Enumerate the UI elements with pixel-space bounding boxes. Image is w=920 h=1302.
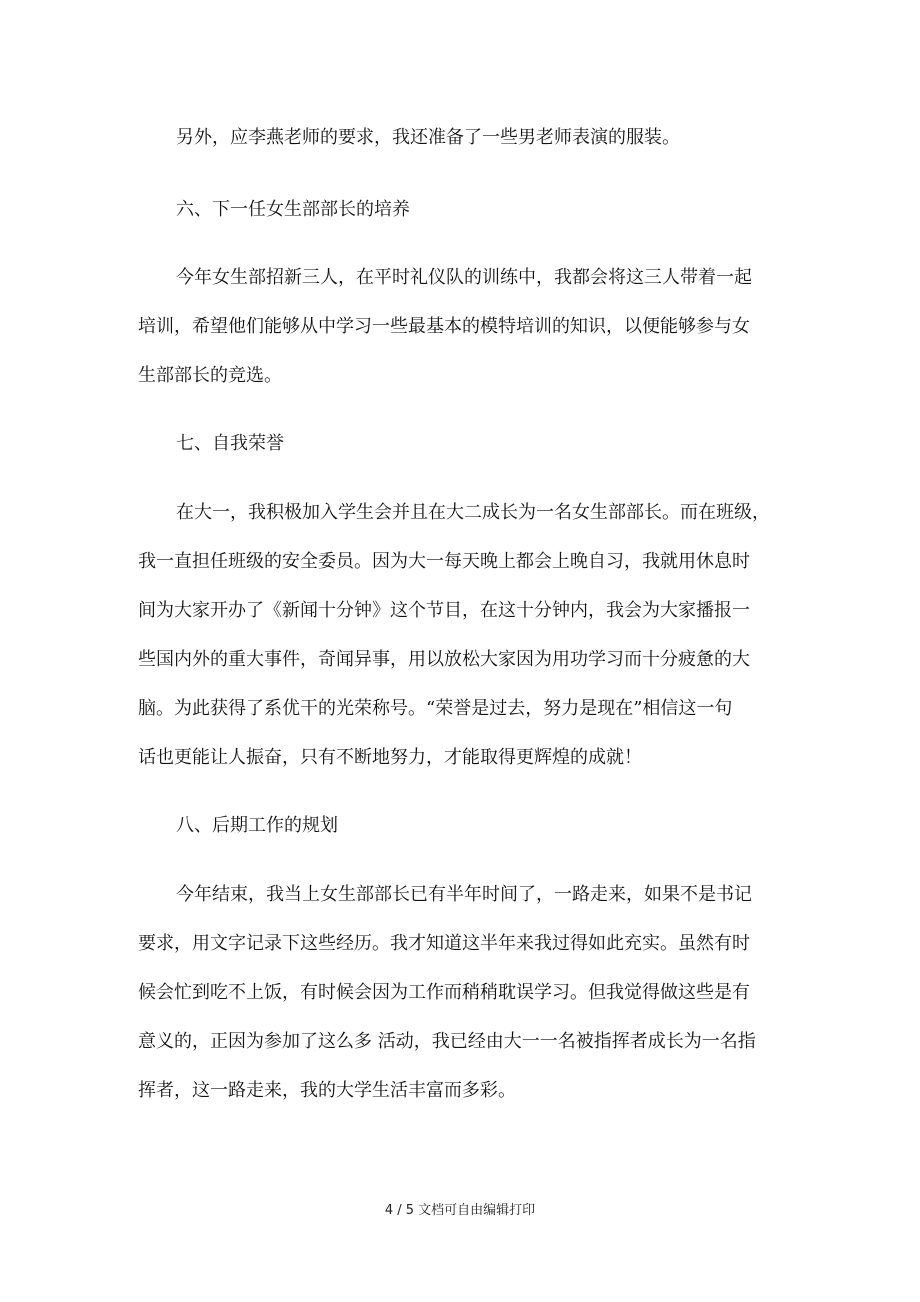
paragraph-line: 候会忙到吃不上饭，有时候会因为工作而稍稍耽误学习。但我觉得做这些是有 (138, 982, 750, 1003)
paragraph-line: 今年女生部招新三人，在平时礼仪队的训练中，我都会将这三人带着一起 (176, 267, 752, 288)
section-heading-7: 七、自我荣誉 (176, 433, 284, 454)
section-heading-6: 六、下一任女生部部长的培养 (176, 199, 410, 220)
paragraph-line: 挥者，这一路走来，我的大学生活丰富而多彩。 (138, 1080, 516, 1101)
paragraph-line: 意义的，正因为参加了这么多 活动，我已经由大一一名被指挥者成长为一名指 (138, 1031, 756, 1052)
paragraph-line: 我一直担任班级的安全委员。因为大一每天晚上都会上晚自习，我就用休息时 (138, 551, 750, 572)
paragraph-line: 脑。为此获得了系优干的光荣称号。“荣誉是过去，努力是现在”相信这一句 (138, 698, 733, 719)
page-footer: 4 / 5 文档可自由编辑打印 (384, 1203, 536, 1218)
paragraph-line: 另外，应李燕老师的要求，我还准备了一些男老师表演的服装。 (176, 127, 680, 148)
paragraph-line: 生部部长的竞选。 (138, 365, 282, 386)
paragraph-line: 些国内外的重大事件，奇闻异事，用以放松大家因为用功学习而十分疲惫的大 (138, 649, 750, 670)
paragraph-line: 今年结束，我当上女生部部长已有半年时间了，一路走来，如果不是书记 (176, 884, 752, 905)
paragraph-line: 话也更能让人振奋，只有不断地努力，才能取得更辉煌的成就！ (138, 747, 642, 768)
paragraph-line: 要求，用文字记录下这些经历。我才知道这半年来我过得如此充实。虽然有时 (138, 933, 750, 954)
paragraph-line: 培训，希望他们能够从中学习一些最基本的模特培训的知识，以便能够参与女 (138, 316, 750, 337)
paragraph-line: 在大一，我积极加入学生会并且在大二成长为一名女生部部长。而在班级， (176, 502, 770, 523)
section-heading-8: 八、后期工作的规划 (176, 815, 338, 836)
paragraph-line: 间为大家开办了《新闻十分钟》这个节目，在这十分钟内，我会为大家播报一 (138, 600, 750, 621)
